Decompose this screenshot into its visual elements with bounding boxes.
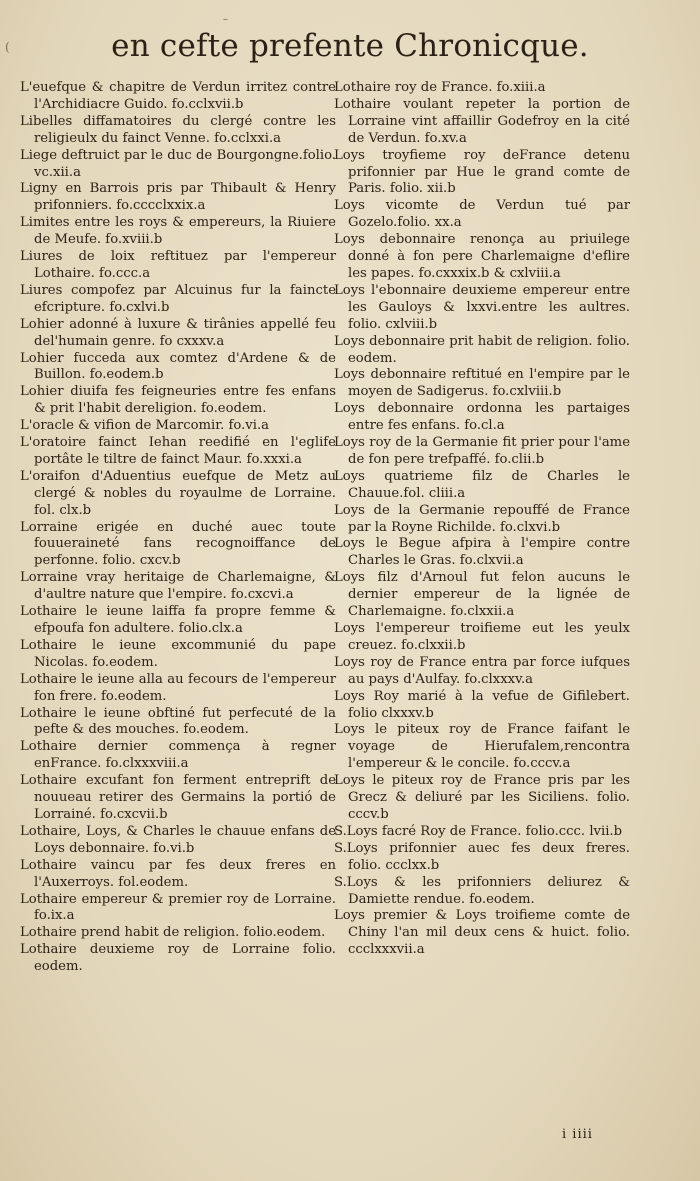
index-entry: Lothaire le ieune excommunié du pape Nicolas. fo.eodem. — [20, 637, 336, 670]
index-entry: Loys debonnaire ordonna les partaiges entre fes enfans. fo.cl.a — [334, 401, 630, 434]
index-entry: Lothaire le ieune alla au fecours de l'empereur fon frere. fo.eodem. — [20, 671, 336, 704]
index-entry: L'oratoire fainct Iehan reedifié en l'eglife portâte le tiltre de fainct Maur. fo.xxxi.a — [20, 435, 336, 467]
index-entry: Loys le piteux roy de France faifant le voyage de Hierufalem,rencontra l'empereur & le concile. fo.cccv.a — [334, 722, 630, 772]
index-entry: Loys l'empereur troifieme eut les yeulx creuez. fo.clxxii.b — [334, 621, 630, 653]
index-entry: L'oracle & vifion de Marcomir. fo.vi.a — [20, 418, 270, 434]
index-entry: Lothaire deuxieme roy de Lorraine folio. eodem. — [20, 942, 336, 975]
index-entry: Lohier adonné à luxure & tirânies appellé feu del'humain genre. fo cxxxv.a — [20, 316, 336, 349]
index-entry: S.Loys facré Roy de France. folio.ccc. lvii.b — [334, 823, 623, 839]
index-entry: Loys debonnaire prit habit de religion. folio. eodem. — [334, 333, 630, 366]
index-entry: Loys troyfieme roy deFrance detenu prifonnier par Hue le grand comte de Paris. folio. xii.b — [334, 147, 630, 197]
index-entry: Loys l'ebonnaire deuxieme empereur entre les Gauloys & lxxvi.entre les aultres. folio. cxlviii.b — [334, 282, 630, 332]
index-entry: Libelles diffamatoires du clergé contre les religieulx du fainct Venne. fo.cclxxi.a — [20, 113, 336, 146]
index-entry: Ligny en Barrois pris par Thibault & Henry prifonniers. fo.cccclxxix.a — [20, 181, 336, 214]
margin-mark: ( — [5, 40, 10, 54]
index-entry: Loys le piteux roy de France pris par les Grecz & deliuré par les Siciliens. folio. cccv.b — [334, 773, 630, 822]
index-entry: Loys debonnaire renonça au priuilege donné à fon pere Charlemaigne d'eflire les papes. fo.cxxxix.b & cxlviii.a — [334, 232, 630, 281]
index-entry: Lothaire vaincu par fes deux freres en l'Auxerroys. fol.eodem. — [20, 857, 336, 890]
index-column-right — [334, 80, 630, 959]
index-entry: Limites entre les roys & empereurs, la Riuiere de Meufe. fo.xviii.b — [20, 215, 336, 248]
index-entry: Lothaire excufant fon ferment entreprift de nouueau retirer des Germains la portió de Lorrainé. fo.cxcvii.b — [20, 773, 336, 822]
index-entry: S.Loys prifonnier auec fes deux freres. folio. ccclxx.b — [334, 840, 630, 873]
index-entry: Lothaire dernier commença à regner enFrance. fo.clxxxviii.a — [20, 739, 336, 772]
index-entry: Loys de la Germanie repouffé de France par la Royne Richilde. fo.clxvi.b — [334, 502, 630, 535]
index-entry: Loys le Begue afpira à l'empire contre Charles le Gras. fo.clxvii.a — [334, 536, 630, 569]
index-entry: Loys roy de France entra par force iufques au pays d'Aulfay. fo.clxxxv.a — [334, 654, 630, 687]
index-entry: Liege deftruict par le duc de Bourgongne.folio. vc.xii.a — [20, 147, 336, 180]
printer-mark: – — [223, 14, 228, 25]
index-entry: Loys Roy marié à la vefue de Gifilebert. folio clxxxv.b — [334, 688, 630, 721]
index-entry: Lothaire voulant repeter la portion de Lorraine vint affaillir Godefroy en la cité de Verdun. fo.xv.a — [334, 96, 630, 146]
index-entry: Loys filz d'Arnoul fut felon aucuns le dernier empereur de la lignée de Charlemaigne. fo.clxxii.a — [334, 570, 630, 620]
index-entry: Lothaire, Loys, & Charles le chauue enfans de Loys debonnaire. fo.vi.b — [20, 823, 336, 856]
index-entry: Lohier diuifa fes feigneuries entre fes enfans & prit l'habit dereligion. fo.eodem. — [20, 384, 336, 417]
index-entry: Loys roy de la Germanie fit prier pour l'ame de fon pere trefpaffé. fo.clii.b — [334, 435, 630, 467]
index-entry: Lothaire prend habit de religion. folio.eodem. — [20, 925, 326, 941]
index-entry: L'oraifon d'Aduentius euefque de Metz au clergé & nobles du royaulme de Lorraine. fol. clx.b — [20, 468, 336, 518]
index-entry: Lothaire roy de France. fo.xiii.a — [334, 80, 546, 95]
index-entry: Lothaire empereur & premier roy de Lorraine. fo.ix.a — [20, 891, 336, 924]
index-entry: S.Loys & les prifonniers deliurez & Damiette rendue. fo.eodem. — [334, 874, 630, 907]
index-column-left — [20, 80, 336, 976]
index-entry: Lohier fucceda aux comtez d'Ardene & de Buillon. fo.eodem.b — [20, 350, 336, 383]
index-entry: Lothaire le ieune obftiné fut perfecuté de la pefte & des mouches. fo.eodem. — [20, 705, 336, 738]
index-entry: Lorraine erigée en duché auec toute fouueraineté fans recognoiffance de perfonne. folio. cxcv.b — [20, 519, 336, 569]
index-entry: Loys quatrieme filz de Charles le Chauue.fol. cliii.a — [334, 468, 630, 501]
page-signature: i iiii — [562, 1127, 593, 1142]
index-entry: Lorraine vray heritaige de Charlemaigne, & d'aultre nature que l'empire. fo.cxcvi.a — [20, 570, 336, 603]
index-entry: Lothaire le ieune laiffa fa propre femme & efpoufa fon adultere. folio.clx.a — [20, 604, 336, 636]
index-entry: Liures compofez par Alcuinus fur la faincte efcripture. fo.cxlvi.b — [20, 282, 336, 315]
index-entry: Liures de loix reftituez par l'empereur Lothaire. fo.ccc.a — [20, 249, 336, 281]
index-entry: Loys debonnaire reftitué en l'empire par le moyen de Sadigerus. fo.cxlviii.b — [334, 367, 630, 400]
index-entry: Loys vicomte de Verdun tué par Gozelo.folio. xx.a — [334, 198, 630, 231]
index-entry: Loys premier & Loys troifieme comte de Chiny l'an mil deux cens & huict. folio. ccclxxxvii.a — [334, 908, 630, 958]
page-title: en cefte prefente Chronicque. — [111, 28, 589, 64]
index-entry: L'euefque & chapitre de Verdun irritez contre l'Archidiacre Guido. fo.cclxvii.b — [20, 80, 336, 112]
